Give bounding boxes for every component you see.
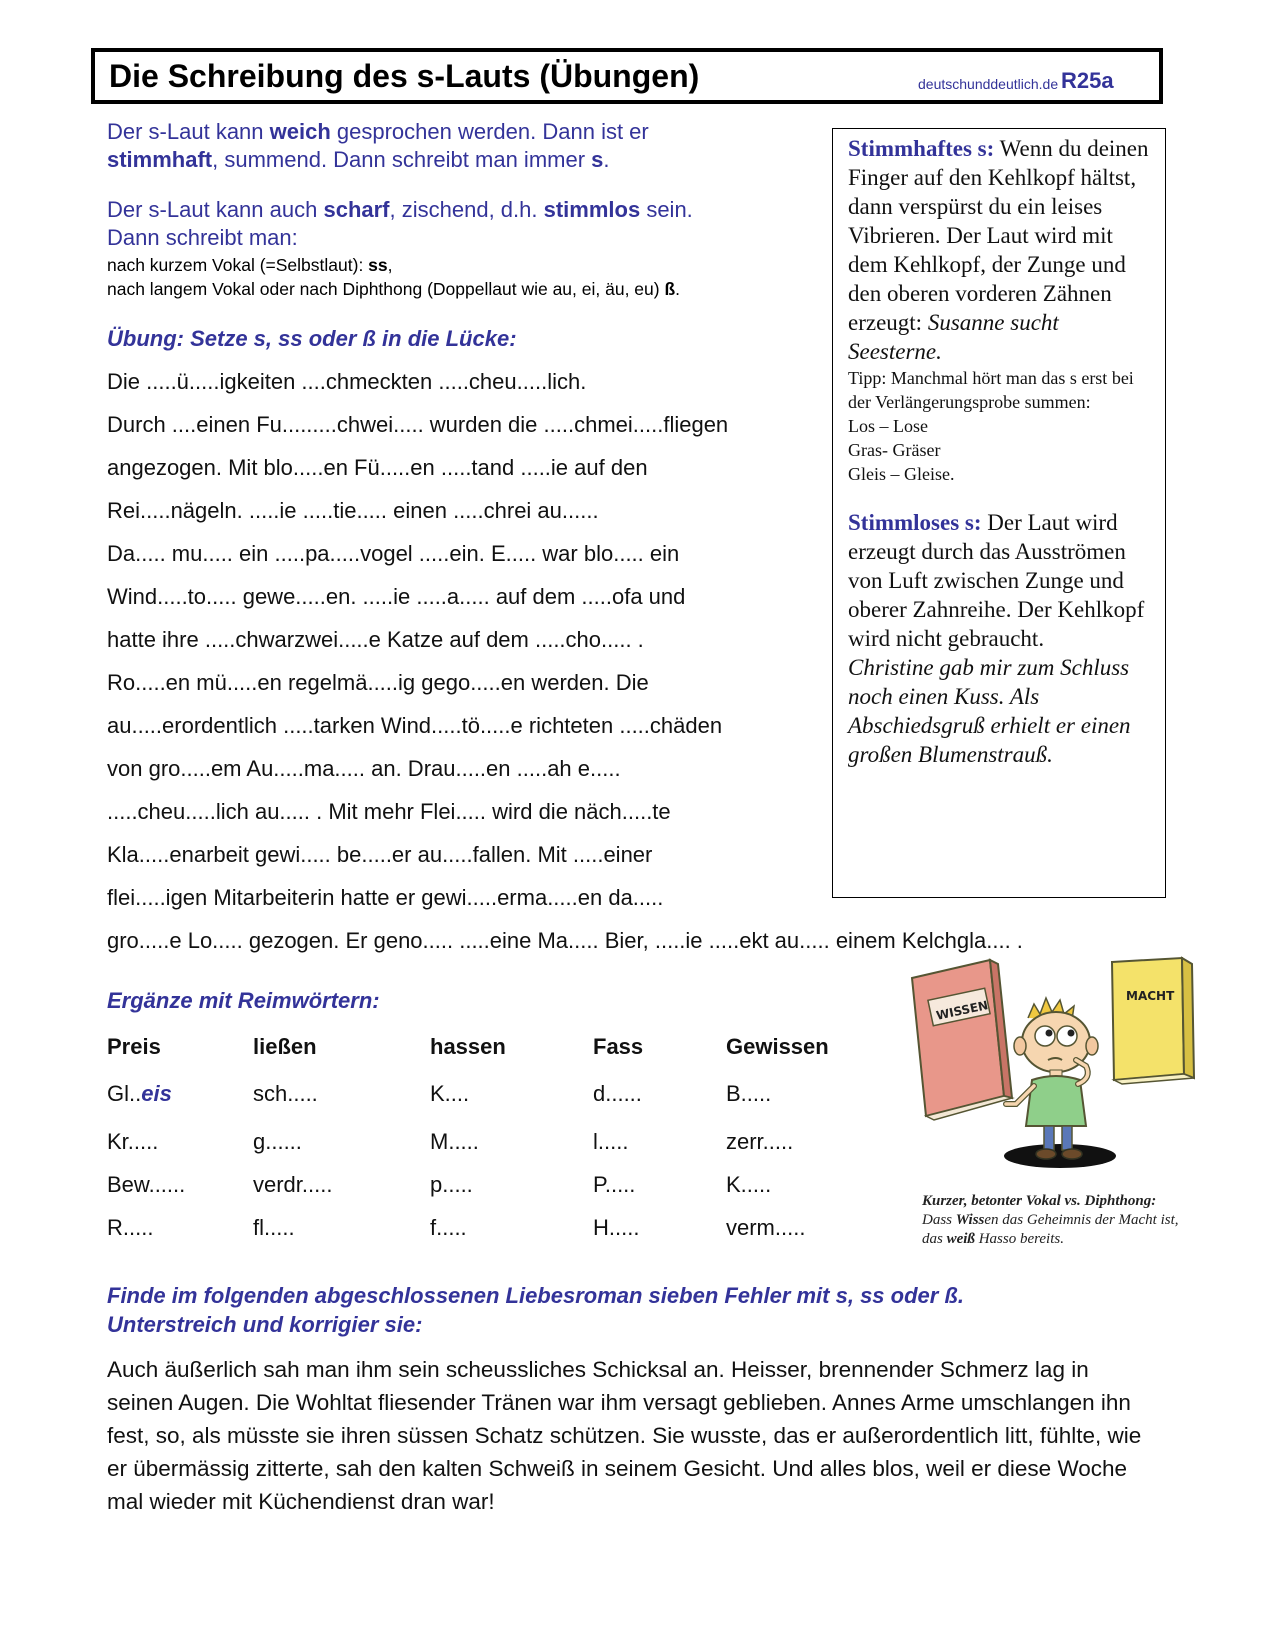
exercise-line: .....cheu.....lich au..... . Mit mehr Flei..... wird die näch.....te (107, 799, 671, 824)
voiced-example: Susanne sucht Seesterne. (848, 310, 1059, 364)
shadow-shape (1004, 1144, 1116, 1168)
rhyme-heading: Ergänze mit Reimwörtern: (107, 988, 380, 1013)
exercise-line: au.....erordentlich .....tarken Wind.....tö.....e richteten .....chäden (107, 713, 723, 738)
exercise-line: angezogen. Mit blo.....en Fü.....en .....tand .....ie auf den (107, 455, 648, 480)
exercise-line: hatte ihre .....chwarzwei.....e Katze auf dem .....cho..... . (107, 627, 644, 652)
rule-text: , (387, 255, 393, 275)
exercise-heading: Übung: Setze s, ss oder ß in die Lücke: (107, 326, 517, 351)
caption-text: Dass (922, 1212, 956, 1228)
rhyme-cell: R..... (107, 1215, 154, 1240)
rhyme-column-header: Gewissen (726, 1034, 829, 1059)
exercise-line: Da..... mu..... ein .....pa.....vogel .....ein. E..... war blo..... ein (107, 541, 680, 566)
exercise-line: flei.....igen Mitarbeiterin hatte er gewi.....erma.....en da..... (107, 885, 664, 910)
rhyme-cell: fl..... (253, 1215, 295, 1240)
rhyme-example (107, 1080, 172, 1108)
voiced-heading: Stimmhaftes s: (848, 136, 995, 161)
exercise-line: Wind.....to..... gewe.....en. .....ie .....a..... auf dem .....ofa und (107, 584, 686, 609)
love-story-paragraph: Auch äußerlich sah man ihm sein scheussliches Schicksal an. Heisser, brennender Schmerz lag in seinen Augen. Die Wohltat fliesender Tränen war ihm versagt geblieben. Annes Arme umschlangen ihn fest, so, als müsste sie ihren süssen Schatz schützen. Sie wusste, das er außerordentlich litt, fühlte, wie er übermässig zitterte, sah den kalten Schweiß in seinem Gesicht. Und alles blos, weil er diese Woche mal wieder mit Küchendienst dran war! (107, 1357, 1142, 1514)
tip-example: Gleis – Gleise. (848, 464, 955, 484)
rhyme-cell: Bew...... (107, 1172, 186, 1197)
caption-emphasis: weiß (946, 1231, 975, 1247)
rule-text: . (675, 279, 681, 299)
final-subheading: Unterstreich und korrigier sie: (107, 1312, 423, 1337)
exercise-line: Rei.....nägeln. .....ie .....tie..... einen .....chrei au...... (107, 498, 599, 523)
title-box (91, 48, 1163, 104)
book-macht-icon (1112, 958, 1194, 1084)
voiceless-example: Christine gab mir zum Schluss noch einen Kuss. Als Abschiedsgruß erhielt er einen großen Blumenstrauß. (848, 655, 1131, 767)
intro-keyword: stimmlos (543, 197, 641, 222)
tip-example: Los – Lose (848, 416, 928, 436)
voiceless-heading: Stimmloses s: (848, 510, 982, 535)
intro-text: . (603, 147, 610, 172)
rhyme-cell: d...... (593, 1081, 642, 1106)
caption-emphasis: Wiss (955, 1212, 985, 1228)
rule-short-vowel (107, 253, 393, 277)
tip-example: Gras- Gräser (848, 440, 941, 460)
rhyme-cell: g...... (253, 1129, 302, 1154)
intro-voiced (107, 118, 807, 174)
rhyme-cell: sch..... (253, 1081, 318, 1106)
intro-text: Der s-Laut kann (107, 119, 270, 144)
intro-text: gesprochen werden. Dann ist er (330, 119, 649, 144)
illustration-caption (922, 1192, 1192, 1249)
intro-text: , zischend, d.h. (389, 197, 544, 222)
rhyme-cell: M..... (430, 1129, 479, 1154)
caption-title: Kurzer, betonter Vokal vs. Diphthong: (922, 1193, 1157, 1209)
rule-long-vowel (107, 277, 680, 301)
thinking-boy-illustration (910, 956, 1200, 1186)
book-wissen-icon (912, 960, 1012, 1120)
rhyme-column-header: ließen (253, 1034, 317, 1059)
rhyme-cell: verm..... (726, 1215, 806, 1240)
intro-keyword: weich (269, 119, 331, 144)
intro-keyword: scharf (323, 197, 390, 222)
rhyme-cell: f..... (430, 1215, 467, 1240)
voiced-text: Wenn du deinen Finger auf den Kehlkopf hältst, dann verspürst du ein leises Vibrieren. Der Laut wird mit dem Kehlkopf, der Zunge und den oberen vorderen Zähnen erzeugt: (848, 136, 1149, 335)
exercise-line: Durch ....einen Fu.........chwei..... wurden die .....chmei.....fliegen (107, 412, 729, 437)
rhyme-column-header: hassen (430, 1034, 506, 1059)
rhyme-example-prefix: Gl.. (107, 1081, 142, 1106)
exercise-line: Kla.....enarbeit gewi..... be.....er au.....fallen. Mit .....einer (107, 842, 653, 867)
intro-voiceless (107, 196, 807, 252)
site-name: deutschunddeutlich.de (918, 76, 1059, 92)
voiceless-text: Der Laut wird erzeugt durch das Ausströmen von Luft zwischen Zunge und oberer Zahnreihe. Der Kehlkopf wird nicht gebraucht. (848, 510, 1145, 651)
final-heading: Finde im folgenden abgeschlossenen Liebesroman sieben Fehler mit s, ss oder ß. (107, 1283, 964, 1308)
rhyme-cell: p..... (430, 1172, 473, 1197)
exercise-line: Ro.....en mü.....en regelmä.....ig gego.....en werden. Die (107, 670, 649, 695)
book-right-label: MACHT (1126, 989, 1175, 1003)
book-left-label: WISSEN (934, 998, 990, 1023)
exercise-line: Die .....ü.....igkeiten ....chmeckten .....cheu.....lich. (107, 369, 587, 394)
info-box (832, 128, 1166, 898)
rhyme-cell: B..... (726, 1081, 772, 1106)
rule-letter: ss (368, 255, 388, 275)
rhyme-cell: verdr..... (253, 1172, 333, 1197)
rhyme-cell: K..... (726, 1172, 772, 1197)
boy-figure-icon (1006, 998, 1098, 1159)
rhyme-column-header: Fass (593, 1034, 644, 1059)
exercise-line: von gro.....em Au.....ma..... an. Drau.....en .....ah e..... (107, 756, 621, 781)
intro-keyword: stimmhaft (107, 147, 213, 172)
rule-letter: ß (664, 279, 676, 299)
exercise-line: gro.....e Lo..... gezogen. Er geno..... .....eine Ma..... Bier, .....ie .....ekt au..... einem Kelchgla.... . (107, 928, 1023, 953)
voiceless-section (848, 508, 1151, 769)
page-title: Die Schreibung des s-Lauts (Übungen) (109, 58, 700, 94)
caption-text: Hasso bereits. (974, 1231, 1064, 1247)
rhyme-cell: H..... (593, 1215, 640, 1240)
voiced-section (848, 134, 1151, 366)
rhyme-cell: P..... (593, 1172, 636, 1197)
worksheet-code: R25a (1061, 68, 1114, 93)
rhyme-cell: K.... (430, 1081, 470, 1106)
intro-text: Dann schreibt man: (107, 225, 298, 250)
rhyme-example-fill: eis (141, 1081, 172, 1106)
intro-text: Der s-Laut kann auch (107, 197, 324, 222)
rhyme-column-header: Preis (107, 1034, 161, 1059)
rhyme-cell: l..... (593, 1129, 629, 1154)
rule-text: nach langem Vokal oder nach Diphthong (Doppellaut wie au, ei, äu, eu) (107, 279, 665, 299)
tip-text: Tipp: Manchmal hört man das s erst bei der Verlängerungsprobe summen: (848, 368, 1134, 412)
rule-text: nach kurzem Vokal (=Selbstlaut): (107, 255, 369, 275)
intro-text: , summend. Dann schreibt man immer (212, 147, 592, 172)
rhyme-cell: zerr..... (726, 1129, 794, 1154)
intro-text: sein. (640, 197, 693, 222)
caption-text: en das Geheimnis der Macht ist, das (922, 1212, 1179, 1247)
intro-keyword: s (591, 147, 604, 172)
rhyme-cell: Kr..... (107, 1129, 159, 1154)
